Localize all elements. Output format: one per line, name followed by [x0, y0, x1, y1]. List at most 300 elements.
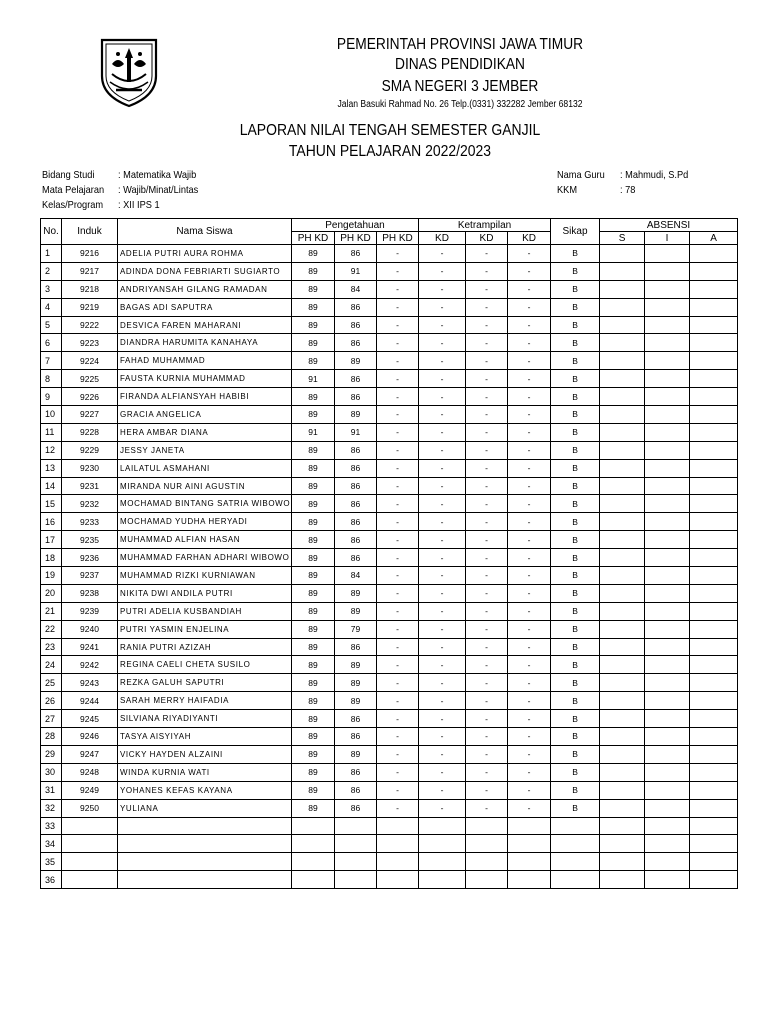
cell-sikap [551, 835, 600, 853]
cell-k1: - [419, 262, 466, 280]
cell-p1: 89 [292, 602, 335, 620]
cell-p3: - [377, 531, 419, 549]
cell-absensi-s [600, 352, 645, 370]
cell-absensi-i [645, 245, 690, 263]
cell-induk: 9228 [62, 423, 118, 441]
cell-absensi-i [645, 817, 690, 835]
cell-absensi-i [645, 638, 690, 656]
cell-k1 [419, 817, 466, 835]
cell-k2: - [466, 763, 508, 781]
cell-p3: - [377, 370, 419, 388]
cell-absensi-a [690, 799, 738, 817]
cell-k3: - [508, 477, 551, 495]
cell-absensi-s [600, 477, 645, 495]
cell-absensi-a [690, 692, 738, 710]
table-row [41, 406, 738, 424]
cell-nama: TASYA AISYIYAH [118, 728, 292, 746]
cell-sikap: B [551, 280, 600, 298]
cell-induk: 9231 [62, 477, 118, 495]
cell-k1: - [419, 459, 466, 477]
col-kd-3: KD [508, 232, 551, 245]
cell-k3: - [508, 531, 551, 549]
table-row [41, 262, 738, 280]
cell-nama: FIRANDA ALFIANSYAH HABIBI [118, 388, 292, 406]
cell-p2: 86 [335, 531, 377, 549]
cell-k1: - [419, 656, 466, 674]
cell-p1: 91 [292, 370, 335, 388]
jawa-timur-emblem-icon [96, 34, 162, 108]
cell-absensi-i [645, 674, 690, 692]
cell-k2: - [466, 781, 508, 799]
cell-p2: 86 [335, 441, 377, 459]
cell-p3: - [377, 513, 419, 531]
cell-k1: - [419, 638, 466, 656]
cell-p3: - [377, 799, 419, 817]
cell-nama: MUHAMMAD RIZKI KURNIAWAN [118, 567, 292, 585]
cell-induk: 9222 [62, 316, 118, 334]
cell-absensi-s [600, 567, 645, 585]
cell-absensi-s [600, 728, 645, 746]
cell-induk: 9227 [62, 406, 118, 424]
cell-k3: - [508, 656, 551, 674]
cell-absensi-s [600, 334, 645, 352]
cell-absensi-i [645, 459, 690, 477]
cell-absensi-i [645, 871, 690, 889]
cell-no: 24 [41, 656, 62, 674]
cell-absensi-a [690, 584, 738, 602]
cell-p3: - [377, 620, 419, 638]
cell-sikap: B [551, 710, 600, 728]
cell-k2: - [466, 602, 508, 620]
cell-p1: 89 [292, 567, 335, 585]
cell-k1: - [419, 602, 466, 620]
cell-k3: - [508, 638, 551, 656]
table-row [41, 602, 738, 620]
col-induk: Induk [62, 219, 118, 245]
table-row [41, 370, 738, 388]
cell-p1: 89 [292, 245, 335, 263]
cell-k3: - [508, 620, 551, 638]
table-row [41, 871, 738, 889]
cell-no: 32 [41, 799, 62, 817]
cell-no: 2 [41, 262, 62, 280]
mapel-label: Mata Pelajaran [42, 184, 105, 196]
cell-absensi-a [690, 477, 738, 495]
cell-absensi-i [645, 298, 690, 316]
table-row [41, 549, 738, 567]
cell-k1: - [419, 352, 466, 370]
cell-p2: 86 [335, 316, 377, 334]
cell-p3: - [377, 477, 419, 495]
cell-absensi-i [645, 799, 690, 817]
cell-p1: 89 [292, 763, 335, 781]
cell-no: 17 [41, 531, 62, 549]
cell-nama: GRACIA ANGELICA [118, 406, 292, 424]
cell-p3: - [377, 567, 419, 585]
cell-absensi-s [600, 513, 645, 531]
cell-sikap: B [551, 638, 600, 656]
cell-p1: 89 [292, 513, 335, 531]
cell-p2: 86 [335, 370, 377, 388]
cell-p3 [377, 871, 419, 889]
cell-sikap: B [551, 584, 600, 602]
cell-k1: - [419, 513, 466, 531]
cell-absensi-a [690, 298, 738, 316]
cell-absensi-i [645, 316, 690, 334]
cell-p1: 89 [292, 728, 335, 746]
cell-k2: - [466, 334, 508, 352]
cell-k1: - [419, 388, 466, 406]
cell-k1: - [419, 531, 466, 549]
cell-k2 [466, 853, 508, 871]
cell-induk: 9249 [62, 781, 118, 799]
cell-p3: - [377, 674, 419, 692]
cell-nama: PUTRI ADELIA KUSBANDIAH [118, 602, 292, 620]
cell-induk: 9225 [62, 370, 118, 388]
cell-p3: - [377, 656, 419, 674]
cell-p3 [377, 817, 419, 835]
kelas-label: Kelas/Program [42, 199, 104, 211]
table-row [41, 459, 738, 477]
guru-label: Nama Guru [557, 169, 605, 181]
cell-absensi-a [690, 245, 738, 263]
cell-no: 34 [41, 835, 62, 853]
cell-absensi-s [600, 853, 645, 871]
cell-no: 36 [41, 871, 62, 889]
col-pengetahuan: Pengetahuan [292, 219, 419, 232]
cell-induk: 9232 [62, 495, 118, 513]
cell-absensi-s [600, 298, 645, 316]
cell-k1 [419, 853, 466, 871]
cell-nama [118, 871, 292, 889]
cell-no: 8 [41, 370, 62, 388]
cell-k2: - [466, 423, 508, 441]
cell-nama: VICKY HAYDEN ALZAINI [118, 745, 292, 763]
cell-p2: 84 [335, 280, 377, 298]
cell-no: 4 [41, 298, 62, 316]
table-row [41, 763, 738, 781]
cell-k2: - [466, 513, 508, 531]
cell-absensi-s [600, 245, 645, 263]
cell-sikap: B [551, 334, 600, 352]
cell-sikap: B [551, 262, 600, 280]
cell-p2 [335, 835, 377, 853]
cell-absensi-s [600, 459, 645, 477]
table-row [41, 853, 738, 871]
cell-sikap: B [551, 692, 600, 710]
cell-p1: 89 [292, 352, 335, 370]
cell-k3: - [508, 459, 551, 477]
cell-p2: 89 [335, 602, 377, 620]
cell-absensi-a [690, 531, 738, 549]
cell-p3: - [377, 298, 419, 316]
cell-k2: - [466, 745, 508, 763]
cell-k3 [508, 835, 551, 853]
cell-p1: 89 [292, 388, 335, 406]
cell-induk: 9216 [62, 245, 118, 263]
col-no: No. [41, 219, 62, 245]
cell-no: 1 [41, 245, 62, 263]
kkm-label: KKM [557, 184, 578, 196]
table-row [41, 584, 738, 602]
cell-induk: 9233 [62, 513, 118, 531]
bidang-value: : Matematika Wajib [118, 169, 197, 181]
cell-absensi-i [645, 531, 690, 549]
cell-p2: 86 [335, 477, 377, 495]
cell-absensi-a [690, 674, 738, 692]
cell-nama: ADINDA DONA FEBRIARTI SUGIARTO [118, 262, 292, 280]
cell-p1: 89 [292, 745, 335, 763]
cell-p2: 86 [335, 710, 377, 728]
cell-p1: 89 [292, 262, 335, 280]
cell-p1 [292, 853, 335, 871]
cell-k2: - [466, 316, 508, 334]
cell-absensi-a [690, 656, 738, 674]
cell-p1: 89 [292, 495, 335, 513]
cell-induk: 9238 [62, 584, 118, 602]
cell-p3: - [377, 710, 419, 728]
cell-absensi-i [645, 370, 690, 388]
cell-induk: 9243 [62, 674, 118, 692]
cell-absensi-i [645, 781, 690, 799]
cell-no: 35 [41, 853, 62, 871]
cell-absensi-s [600, 620, 645, 638]
cell-p2: 86 [335, 728, 377, 746]
cell-k2 [466, 871, 508, 889]
kelas-value: : XII IPS 1 [118, 199, 160, 211]
cell-p1: 89 [292, 334, 335, 352]
report-title: LAPORAN NILAI TENGAH SEMESTER GANJIL [239, 122, 541, 139]
cell-nama: REZKA GALUH SAPUTRI [118, 674, 292, 692]
cell-absensi-s [600, 799, 645, 817]
table-row [41, 423, 738, 441]
cell-k2: - [466, 674, 508, 692]
cell-k2 [466, 835, 508, 853]
cell-p3: - [377, 406, 419, 424]
cell-nama: MOCHAMAD YUDHA HERYADI [118, 513, 292, 531]
cell-p1: 89 [292, 531, 335, 549]
cell-p1: 89 [292, 298, 335, 316]
cell-sikap: B [551, 406, 600, 424]
cell-k1: - [419, 567, 466, 585]
cell-absensi-i [645, 352, 690, 370]
cell-p2: 86 [335, 459, 377, 477]
cell-k2: - [466, 584, 508, 602]
cell-absensi-a [690, 710, 738, 728]
cell-no: 5 [41, 316, 62, 334]
table-row [41, 388, 738, 406]
cell-no: 23 [41, 638, 62, 656]
cell-absensi-i [645, 835, 690, 853]
cell-k2: - [466, 710, 508, 728]
table-row [41, 817, 738, 835]
cell-k1: - [419, 423, 466, 441]
cell-no: 10 [41, 406, 62, 424]
cell-nama: BAGAS ADI SAPUTRA [118, 298, 292, 316]
cell-absensi-s [600, 871, 645, 889]
cell-k1: - [419, 781, 466, 799]
cell-nama: SILVIANA RIYADIYANTI [118, 710, 292, 728]
cell-induk: 9218 [62, 280, 118, 298]
cell-induk: 9224 [62, 352, 118, 370]
cell-sikap: B [551, 495, 600, 513]
cell-k1: - [419, 441, 466, 459]
cell-absensi-i [645, 656, 690, 674]
cell-k1: - [419, 745, 466, 763]
cell-induk: 9246 [62, 728, 118, 746]
cell-p3: - [377, 388, 419, 406]
cell-p1: 89 [292, 638, 335, 656]
cell-p3: - [377, 423, 419, 441]
cell-k1: - [419, 799, 466, 817]
cell-p3: - [377, 441, 419, 459]
cell-sikap: B [551, 370, 600, 388]
col-kd-1: KD [419, 232, 466, 245]
cell-p2: 89 [335, 745, 377, 763]
cell-sikap: B [551, 799, 600, 817]
cell-no: 31 [41, 781, 62, 799]
table-row [41, 298, 738, 316]
cell-nama: ANDRIYANSAH GILANG RAMADAN [118, 280, 292, 298]
cell-no: 12 [41, 441, 62, 459]
cell-nama: WINDA KURNIA WATI [118, 763, 292, 781]
cell-induk [62, 871, 118, 889]
cell-sikap: B [551, 728, 600, 746]
cell-k3: - [508, 674, 551, 692]
cell-p1: 89 [292, 459, 335, 477]
cell-absensi-s [600, 531, 645, 549]
cell-p2: 89 [335, 674, 377, 692]
cell-no: 16 [41, 513, 62, 531]
cell-k1: - [419, 692, 466, 710]
cell-absensi-a [690, 549, 738, 567]
cell-p2: 89 [335, 406, 377, 424]
col-phkd-3: PH KD [377, 232, 419, 245]
cell-absensi-s [600, 745, 645, 763]
cell-k3: - [508, 584, 551, 602]
table-row [41, 745, 738, 763]
cell-k2: - [466, 406, 508, 424]
cell-k3 [508, 871, 551, 889]
cell-p2: 86 [335, 781, 377, 799]
cell-sikap: B [551, 388, 600, 406]
cell-sikap: B [551, 477, 600, 495]
cell-nama: SARAH MERRY HAIFADIA [118, 692, 292, 710]
cell-p2: 86 [335, 495, 377, 513]
cell-p2: 89 [335, 656, 377, 674]
table-row [41, 674, 738, 692]
cell-p3: - [377, 495, 419, 513]
cell-k3: - [508, 262, 551, 280]
cell-k2 [466, 817, 508, 835]
cell-nama: ADELIA PUTRI AURA ROHMA [118, 245, 292, 263]
cell-k3: - [508, 370, 551, 388]
cell-sikap: B [551, 602, 600, 620]
cell-induk: 9241 [62, 638, 118, 656]
cell-absensi-i [645, 853, 690, 871]
cell-induk: 9245 [62, 710, 118, 728]
cell-absensi-s [600, 262, 645, 280]
cell-no: 18 [41, 549, 62, 567]
cell-absensi-a [690, 871, 738, 889]
cell-k3: - [508, 692, 551, 710]
cell-induk: 9247 [62, 745, 118, 763]
cell-absensi-i [645, 745, 690, 763]
cell-induk: 9237 [62, 567, 118, 585]
cell-k2: - [466, 728, 508, 746]
header-government: PEMERINTAH PROVINSI JAWA TIMUR [336, 36, 584, 53]
cell-p2: 86 [335, 549, 377, 567]
col-nama: Nama Siswa [118, 219, 292, 245]
guru-value: : Mahmudi, S.Pd [620, 169, 689, 181]
cell-k3: - [508, 423, 551, 441]
cell-p1: 91 [292, 423, 335, 441]
cell-p2: 91 [335, 423, 377, 441]
cell-no: 7 [41, 352, 62, 370]
cell-absensi-i [645, 262, 690, 280]
cell-p3 [377, 853, 419, 871]
header-department: DINAS PENDIDIKAN [395, 56, 525, 73]
cell-p1: 89 [292, 799, 335, 817]
cell-k2: - [466, 656, 508, 674]
cell-absensi-a [690, 388, 738, 406]
cell-absensi-i [645, 495, 690, 513]
cell-p2: 86 [335, 245, 377, 263]
cell-induk: 9244 [62, 692, 118, 710]
cell-p1 [292, 817, 335, 835]
cell-k2: - [466, 799, 508, 817]
cell-absensi-s [600, 638, 645, 656]
cell-k1: - [419, 477, 466, 495]
cell-p3: - [377, 781, 419, 799]
cell-nama: LAILATUL ASMAHANI [118, 459, 292, 477]
cell-sikap: B [551, 745, 600, 763]
cell-p2: 86 [335, 298, 377, 316]
cell-absensi-s [600, 584, 645, 602]
cell-absensi-s [600, 656, 645, 674]
header-address: Jalan Basuki Rahmad No. 26 Telp.(0331) 332282 Jember 68132 [337, 99, 583, 110]
cell-k1: - [419, 495, 466, 513]
cell-no: 3 [41, 280, 62, 298]
cell-p1: 89 [292, 674, 335, 692]
col-a: A [690, 232, 738, 245]
cell-p3 [377, 835, 419, 853]
cell-k2: - [466, 692, 508, 710]
table-row [41, 495, 738, 513]
table-row [41, 728, 738, 746]
cell-nama: REGINA CAELI CHETA SUSILO [118, 656, 292, 674]
cell-induk: 9240 [62, 620, 118, 638]
cell-sikap: B [551, 245, 600, 263]
cell-absensi-i [645, 423, 690, 441]
cell-nama: MIRANDA NUR AINI AGUSTIN [118, 477, 292, 495]
cell-p3: - [377, 728, 419, 746]
cell-absensi-s [600, 781, 645, 799]
table-row [41, 352, 738, 370]
table-row [41, 638, 738, 656]
cell-k3: - [508, 710, 551, 728]
cell-sikap [551, 853, 600, 871]
cell-nama [118, 817, 292, 835]
cell-k2: - [466, 531, 508, 549]
cell-no: 21 [41, 602, 62, 620]
col-sikap: Sikap [551, 219, 600, 245]
cell-k1: - [419, 763, 466, 781]
cell-absensi-s [600, 280, 645, 298]
cell-no: 14 [41, 477, 62, 495]
cell-induk: 9229 [62, 441, 118, 459]
cell-no: 27 [41, 710, 62, 728]
